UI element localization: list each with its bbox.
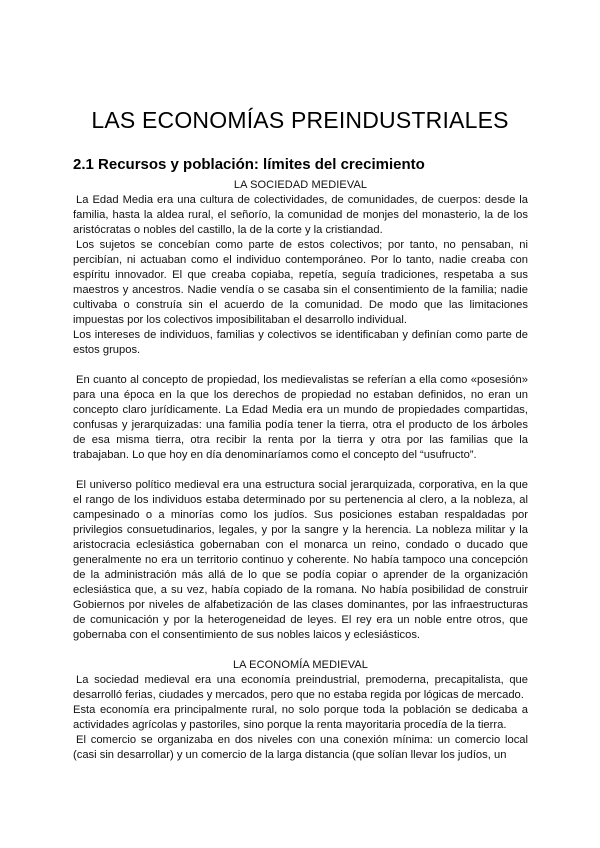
paragraph: El universo político medieval era una estructura social jerarquizada, corporativa, en la que el rango de los individuos estaba determinado por su pertenencia al clero, a la nobleza, al campesinado o a minorías como los judíos. Sus posiciones estaban respaldadas por privilegios consuetudinarios, legales, y por la sangre y la herencia. La nobleza militar y la aristocracia eclesiástica gobernaban con el monarca un reino, condado o ducado que generalmente no era un territorio continuo y coherente. No había tampoco una concepción de la administración más allá de lo que se podía copiar o aprender de la organización eclesiástica que, a su vez, había copiado de la romana. No había posibilidad de construir Gobiernos por niveles de alfabetización de las clases dominantes, por las infraestructuras de comunicación y por la heterogeneidad de leyes. El rey era un noble entre otros, que gobernaba con el consentimiento de sus nobles laicos y eclesiásticos. [73,479,528,641]
document-body [73,178,528,763]
paragraph-gap [73,358,528,373]
page-title: LAS ECONOMÍAS PREINDUSTRIALES [91,107,509,133]
paragraph: La Edad Media era una cultura de colectividades, de comunidades, de cuerpos: desde la familia, hasta la aldea rural, el señorío, la comunidad de monjes del monasterio, la de los aristócratas o nobles del castillo, la de la corte y la cristiandad. [73,194,528,236]
paragraph-gap [73,643,528,658]
paragraph: La sociedad medieval era una economía preindustrial, premoderna, precapitalista, que desarrolló ferias, ciudades y mercados, pero que no estaba regida por lógicas de mercado. [73,674,528,701]
paragraph: Los intereses de individuos, familias y colectivos se identificaban y definían como parte de estos grupos. [73,329,528,356]
paragraph-gap [73,463,528,478]
section-heading: 2.1 Recursos y población: límites del crecimiento [73,156,425,173]
subsection-heading-sociedad: LA SOCIEDAD MEDIEVAL [233,179,368,191]
paragraph: En cuanto al concepto de propiedad, los medievalistas se referían a ella como «posesión» para una época en la que los derechos de propiedad no estaban definidos, no eran un concepto claro jurídicamente. La Edad Media era un mundo de propiedades compartidas, confusas y jerarquizadas: una familia podía tener la tierra, otra el producto de los árboles de esa misma tierra, otra recibir la renta por la tierra y otra por las familias que la trabajaban. Lo que hoy en día denominaríamos como el concepto del “usufructo”. [73,374,528,461]
paragraph: Los sujetos se concebían como parte de estos colectivos; por tanto, no pensaban, ni percibían, ni actuaban como el individuo contemporáneo. Por lo tanto, nadie creaba con espíritu innovador. El que creaba copiaba, repetía, seguía tradiciones, respetaba a sus maestros y ancestros. Nadie vendía o se casaba sin el consentimiento de la familia; nadie cultivaba o construía sin el acuerdo de la comunidad. De modo que las limitaciones impuestas por los colectivos imposibilitaban el desarrollo individual. [73,239,528,326]
paragraph: Esta economía era principalmente rural, no solo porque toda la población se dedicaba a actividades agrícolas y pastoriles, sino porque la renta mayoritaria procedía de la tierra. [73,704,528,731]
subsection-heading-economia: LA ECONOMÍA MEDIEVAL [232,659,369,671]
paragraph: El comercio se organizaba en dos niveles con una conexión mínima: un comercio local (casi sin desarrollar) y un comercio de la larga distancia (que solían llevar los judíos, un [73,734,528,761]
